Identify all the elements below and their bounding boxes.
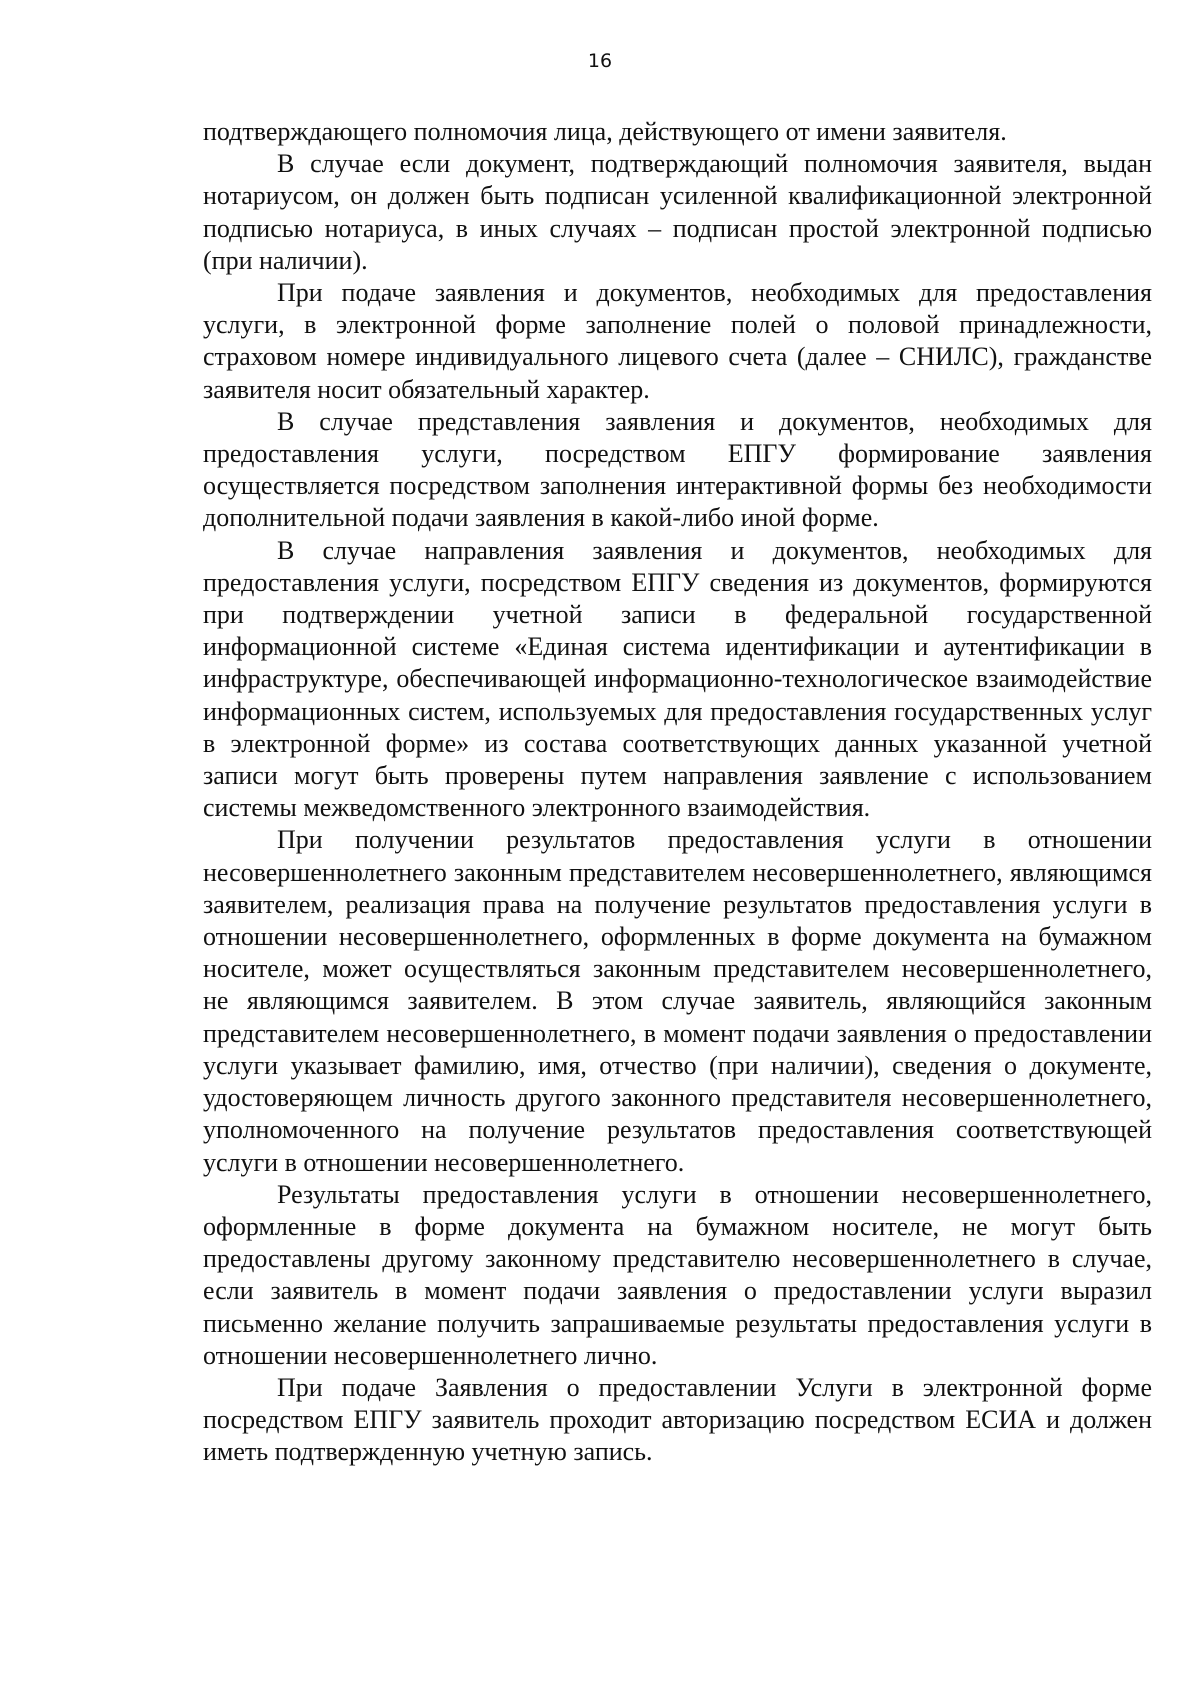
paragraph-interactive-form: В случае представления заявления и документов, необходимых для предоставления услуги, посредством ЕПГУ формирование заявления осуществляется посредством заполнения интерактивной формы без необходимости дополнительной подачи заявления в какой-либо иной форме. [203, 406, 1152, 533]
paragraph-esia-authorization: При подаче Заявления о предоставлении Услуги в электронной форме посредством ЕПГУ заявитель проходит авторизацию посредством ЕСИА и должен иметь подтвержденную учетную запись. [203, 1372, 1152, 1467]
paragraph-minor-representative: При получении результатов предоставления услуги в отношении несовершеннолетнего законным представителем несовершеннолетнего, являющимся заявителем, реализация права на получение результатов предоставления услуги в отношении несовершеннолетнего, оформленных в форме документа на бумажном носителе, может осуществляться законным представителем несовершеннолетнего, не являющимся заявителем. В этом случае заявитель, являющийся законным представителем несовершеннолетнего, в момент подачи заявления о предоставлении услуги указывает фамилию, имя, отчество (при наличии), сведения о документе, удостоверяющем личность другого законного представителя несовершеннолетнего, уполномоченного на получение результатов предоставления соответствующей услуги в отношении несовершеннолетнего. [203, 825, 1152, 1177]
paragraph-notary-signature: В случае если документ, подтверждающий полномочия заявителя, выдан нотариусом, он должен быть подписан усиленной квалификационной электронной подписью нотариуса, в иных случаях – подписан простой электронной подписью (при наличии). [203, 149, 1152, 275]
paragraph-continuation: подтверждающего полномочия лица, действующего от имени заявителя. [203, 117, 1007, 146]
paragraph-esia-verification: В случае направления заявления и документов, необходимых для предоставления услуги, посредством ЕПГУ сведения из документов, формируются при подтверждении учетной записи в федеральной государственной информационной системе «Единая система идентификации и аутентификации в инфраструктуре, обеспечивающей информационно-технологическое взаимодействие информационных систем, используемых для предоставления государственных услуг в электронной форме» из состава соответствующих данных указанной учетной записи могут быть проверены путем направления заявление с использованием системы межведомственного электронного взаимодействия. [203, 535, 1152, 823]
paragraph-mandatory-fields: При подаче заявления и документов, необходимых для предоставления услуги, в электронной форме заполнение полей о половой принадлежности, страховом номере индивидуального лицевого счета (далее – СНИЛС), гражданстве заявителя носит обязательный характер. [203, 278, 1152, 404]
paragraph-minor-results: Результаты предоставления услуги в отношении несовершеннолетнего, оформленные в форме документа на бумажном носителе, не могут быть предоставлены другому законному представителю несовершеннолетнего в случае, если заявитель в момент подачи заявления о предоставлении услуги выразил письменно желание получить запрашиваемые результаты предоставления услуги в отношении несовершеннолетнего лично. [203, 1179, 1152, 1370]
page-number: 16 [587, 50, 613, 72]
document-body [203, 116, 1152, 1469]
